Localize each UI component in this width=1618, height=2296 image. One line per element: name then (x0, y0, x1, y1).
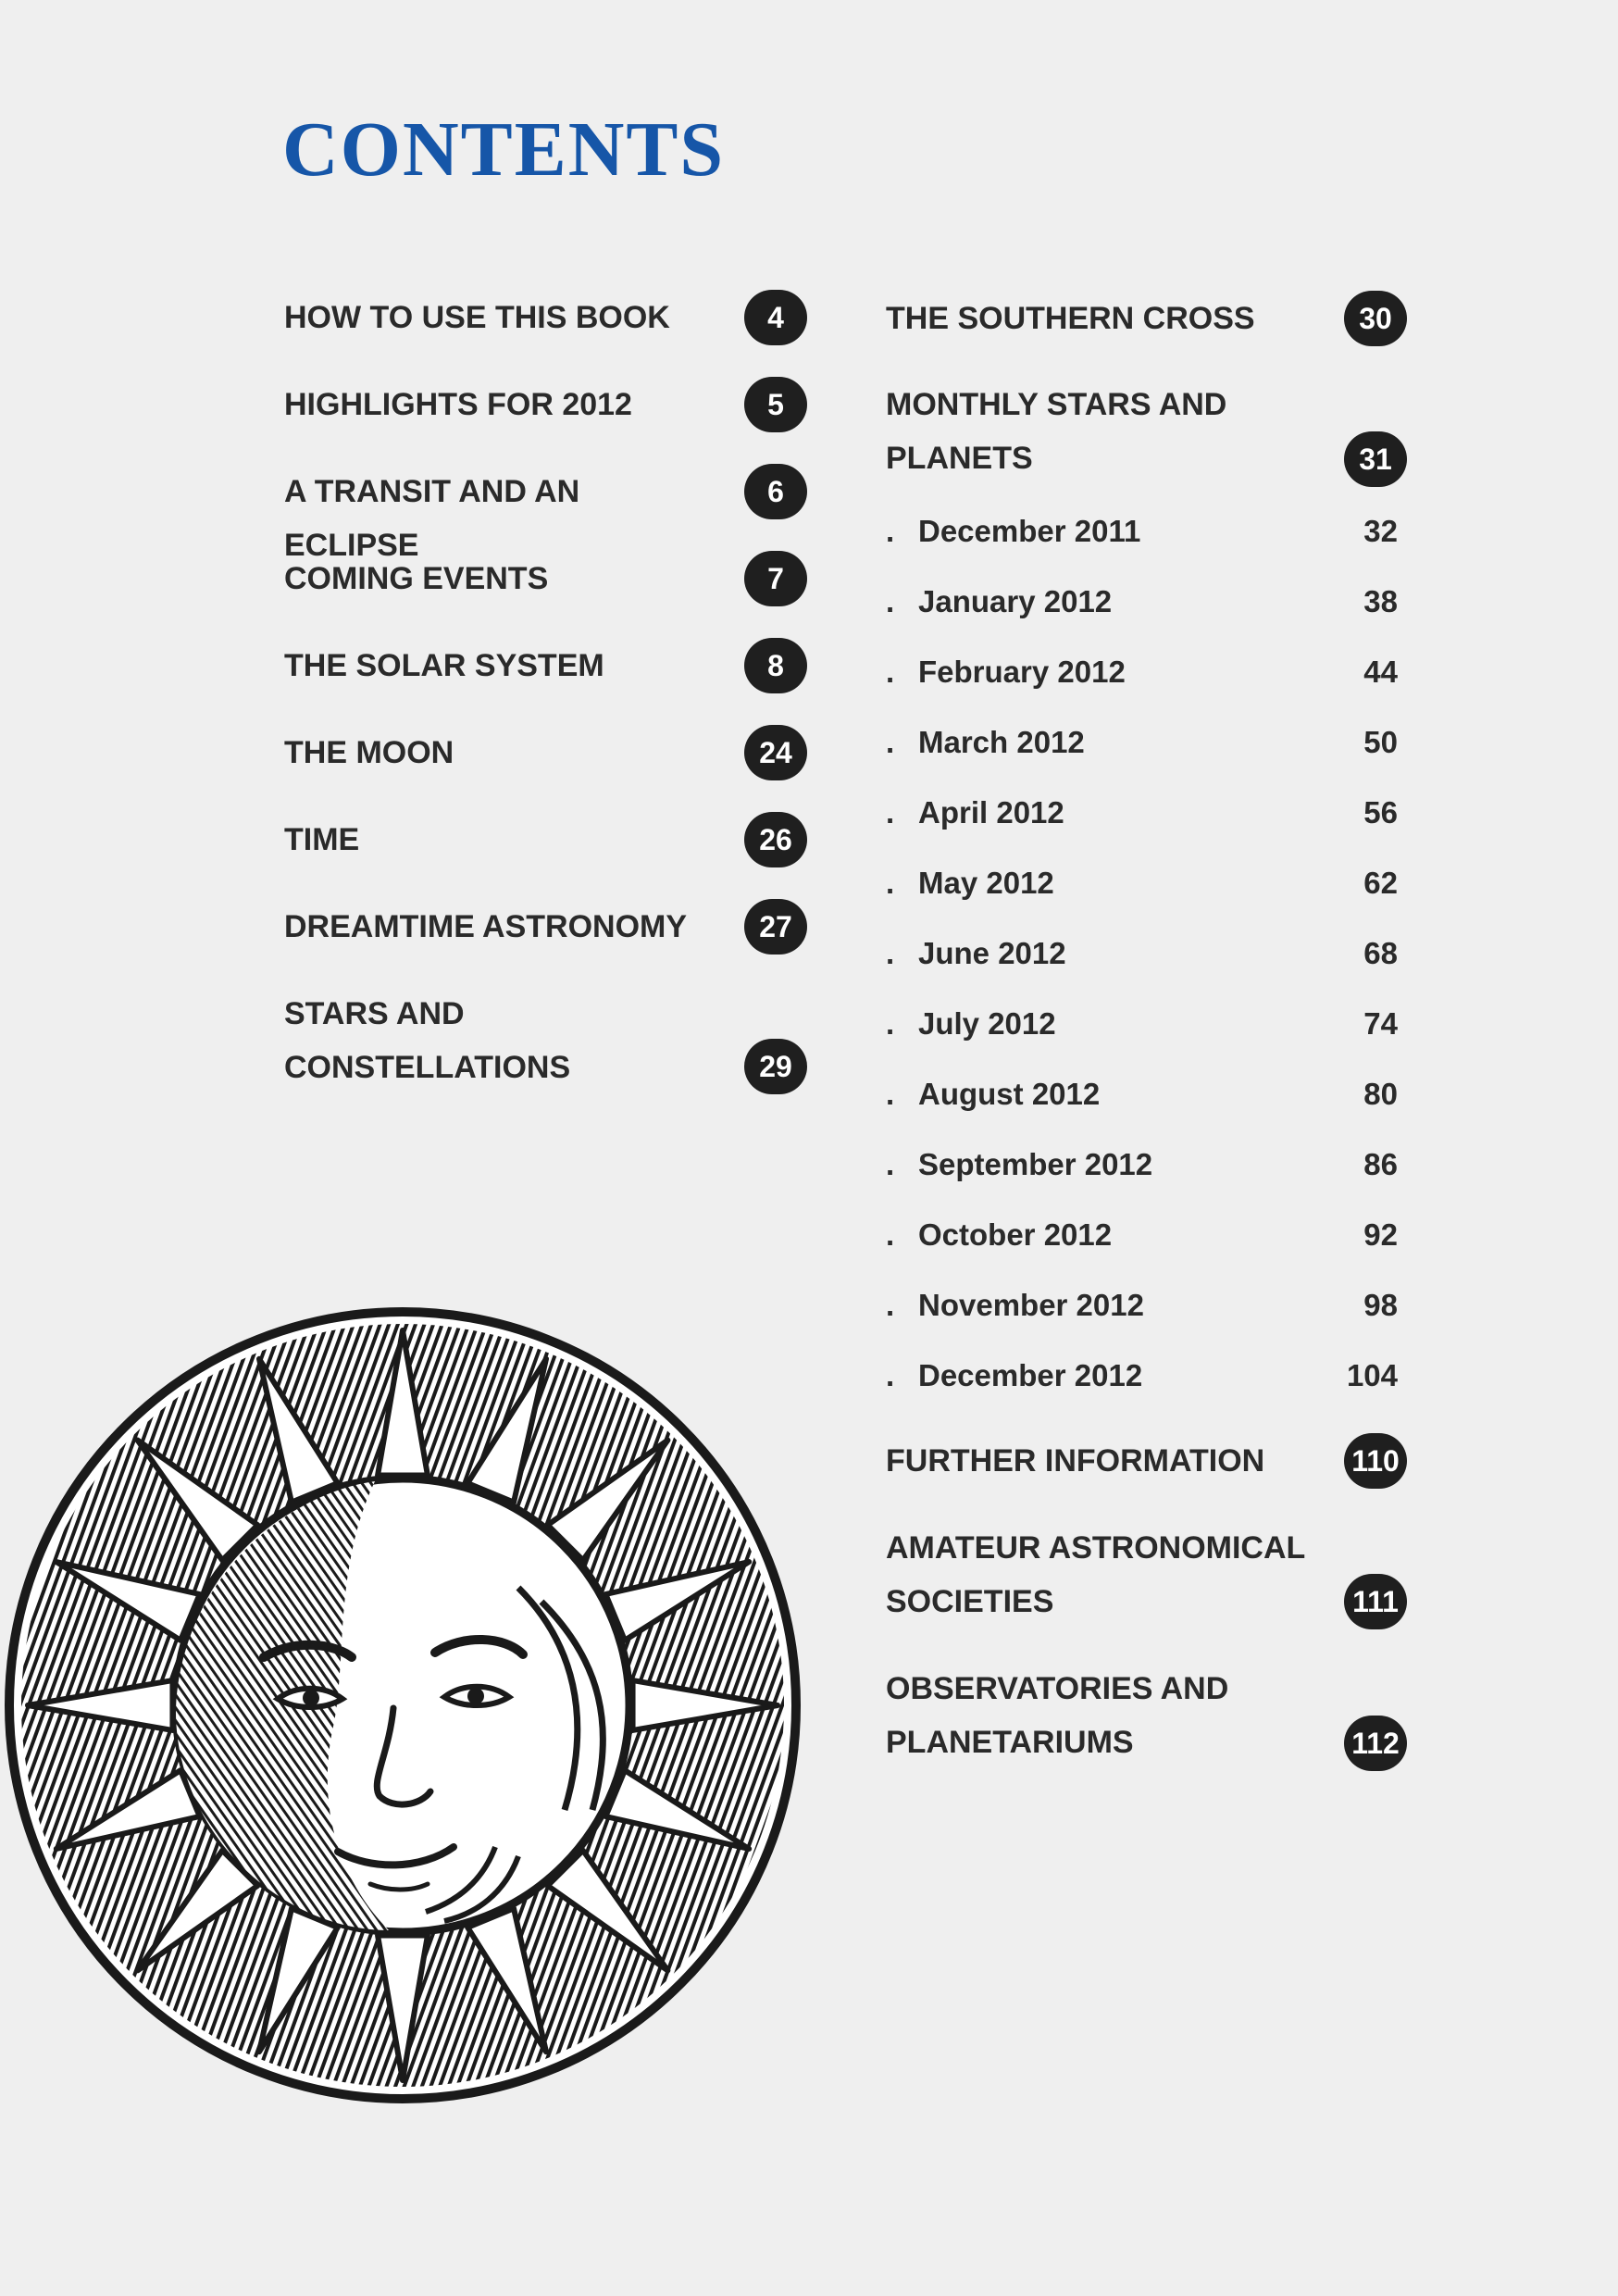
toc-entry-label: THE SOLAR SYSTEM (284, 648, 604, 683)
monthly-item[interactable] (886, 716, 1407, 769)
monthly-item[interactable] (886, 1279, 1407, 1332)
monthly-item-label: December 2012 (918, 1358, 1143, 1392)
toc-entry[interactable] (284, 291, 807, 344)
toc-entry[interactable] (886, 1521, 1407, 1628)
bullet: . (886, 936, 895, 970)
page-number-badge: 110 (1344, 1433, 1407, 1489)
bullet: . (886, 1006, 895, 1041)
monthly-item[interactable] (886, 575, 1407, 629)
monthly-item-label: December 2011 (918, 514, 1141, 548)
toc-entry-label: THE SOUTHERN CROSS (886, 301, 1255, 336)
toc-entry-label: DREAMTIME ASTRONOMY (284, 909, 688, 944)
toc-entry[interactable] (284, 552, 807, 605)
page-number-badge: 5 (744, 377, 807, 432)
bullet: . (886, 1147, 895, 1181)
toc-entry[interactable] (284, 813, 807, 867)
monthly-item[interactable] (886, 1138, 1407, 1192)
monthly-item-page: 62 (1363, 866, 1398, 900)
monthly-item-label: August 2012 (918, 1077, 1101, 1111)
toc-entry-label: TIME (284, 822, 360, 857)
toc-entry-label: A TRANSIT AND AN ECLIPSE (284, 474, 580, 563)
bullet: . (886, 866, 895, 900)
toc-entry[interactable] (886, 378, 1407, 485)
toc-entry-label: THE MOON (284, 735, 454, 770)
monthly-item-page: 92 (1363, 1217, 1398, 1252)
page-number-badge: 29 (744, 1039, 807, 1094)
toc-entry-label: AMATEUR ASTRONOMICAL SOCIETIES (886, 1530, 1305, 1619)
bullet: . (886, 1288, 895, 1322)
monthly-item[interactable] (886, 786, 1407, 840)
toc-entry-label: HIGHLIGHTS FOR 2012 (284, 387, 632, 422)
monthly-item-page: 38 (1363, 584, 1398, 618)
bullet: . (886, 1217, 895, 1252)
monthly-item[interactable] (886, 856, 1407, 910)
monthly-item-page: 86 (1363, 1147, 1398, 1181)
monthly-item-label: June 2012 (918, 936, 1066, 970)
monthly-item[interactable] (886, 997, 1407, 1051)
page-title: CONTENTS (282, 106, 726, 193)
toc-entry-label: COMING EVENTS (284, 561, 549, 596)
toc-entry[interactable] (284, 639, 807, 693)
page-number-badge: 6 (744, 464, 807, 519)
toc-entry-label: MONTHLY STARS AND PLANETS (886, 387, 1227, 476)
monthly-item-page: 80 (1363, 1077, 1398, 1111)
bullet: . (886, 1077, 895, 1111)
monthly-item-page: 68 (1363, 936, 1398, 970)
sun-face-icon (0, 1292, 815, 2106)
toc-entry[interactable] (886, 292, 1407, 345)
bullet: . (886, 584, 895, 618)
page-number-badge: 26 (744, 812, 807, 867)
toc-entry[interactable] (886, 1434, 1407, 1488)
monthly-item-page: 74 (1363, 1006, 1398, 1041)
monthly-item-page: 104 (1346, 1358, 1398, 1392)
monthly-item-page: 50 (1363, 725, 1398, 759)
monthly-item[interactable] (886, 1349, 1407, 1403)
monthly-item-label: September 2012 (918, 1147, 1153, 1181)
page-number-badge: 8 (744, 638, 807, 693)
monthly-item-label: February 2012 (918, 655, 1126, 689)
monthly-item-label: January 2012 (918, 584, 1113, 618)
toc-entry-label: FURTHER INFORMATION (886, 1443, 1265, 1479)
page-number-badge: 30 (1344, 291, 1407, 346)
monthly-item[interactable] (886, 645, 1407, 699)
monthly-item[interactable] (886, 927, 1407, 980)
page-number-badge: 31 (1344, 431, 1407, 487)
toc-entry[interactable] (284, 987, 807, 1094)
toc-entry-label: HOW TO USE THIS BOOK (284, 300, 670, 335)
monthly-item-page: 32 (1363, 514, 1398, 548)
monthly-item-label: November 2012 (918, 1288, 1144, 1322)
page-number-badge: 4 (744, 290, 807, 345)
monthly-item-label: April 2012 (918, 795, 1064, 830)
toc-entry[interactable] (886, 1662, 1407, 1769)
bullet: . (886, 1358, 895, 1392)
monthly-item-label: March 2012 (918, 725, 1085, 759)
page-number-badge: 27 (744, 899, 807, 955)
toc-entry-label: OBSERVATORIES AND PLANETARIUMS (886, 1671, 1229, 1760)
monthly-item-page: 44 (1363, 655, 1398, 689)
monthly-item-label: October 2012 (918, 1217, 1113, 1252)
monthly-item-page: 98 (1363, 1288, 1398, 1322)
monthly-item[interactable] (886, 505, 1407, 558)
page-number-badge: 7 (744, 551, 807, 606)
bullet: . (886, 655, 895, 689)
page-number-badge: 111 (1344, 1574, 1407, 1629)
page-number-badge: 24 (744, 725, 807, 780)
toc-entry[interactable] (284, 378, 807, 431)
monthly-item[interactable] (886, 1067, 1407, 1121)
toc-entry-label: STARS AND CONSTELLATIONS (284, 996, 571, 1085)
bullet: . (886, 725, 895, 759)
toc-entry[interactable] (284, 726, 807, 780)
monthly-item-label: July 2012 (918, 1006, 1056, 1041)
monthly-item-label: May 2012 (918, 866, 1054, 900)
page-number-badge: 112 (1344, 1716, 1407, 1771)
bullet: . (886, 795, 895, 830)
monthly-item[interactable] (886, 1208, 1407, 1262)
toc-entry[interactable] (284, 900, 807, 954)
monthly-item-page: 56 (1363, 795, 1398, 830)
bullet: . (886, 514, 895, 548)
